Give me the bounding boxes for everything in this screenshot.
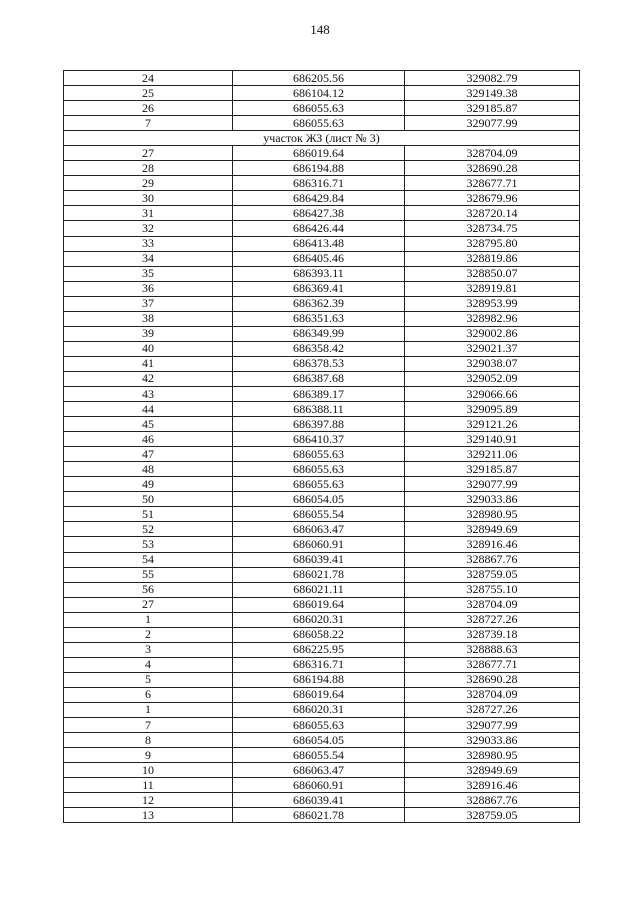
point-number-cell: 46 [64, 432, 233, 447]
x-coordinate-cell: 686405.46 [233, 251, 405, 266]
y-coordinate-cell: 328759.05 [405, 567, 580, 582]
y-coordinate-cell: 328949.69 [405, 763, 580, 778]
point-number-cell: 49 [64, 477, 233, 492]
x-coordinate-cell: 686429.84 [233, 191, 405, 206]
x-coordinate-cell: 686362.39 [233, 296, 405, 311]
x-coordinate-cell: 686316.71 [233, 176, 405, 191]
x-coordinate-cell: 686063.47 [233, 763, 405, 778]
y-coordinate-cell: 329077.99 [405, 477, 580, 492]
x-coordinate-cell: 686388.11 [233, 402, 405, 417]
point-number-cell: 8 [64, 733, 233, 748]
point-number-cell: 1 [64, 702, 233, 717]
y-coordinate-cell: 329077.99 [405, 116, 580, 131]
point-number-cell: 24 [64, 71, 233, 86]
y-coordinate-cell: 328982.96 [405, 311, 580, 326]
table-row [64, 627, 580, 642]
point-number-cell: 41 [64, 356, 233, 371]
point-number-cell: 33 [64, 236, 233, 251]
x-coordinate-cell: 686358.42 [233, 341, 405, 356]
point-number-cell: 42 [64, 371, 233, 386]
table-row [64, 386, 580, 401]
x-coordinate-cell: 686055.63 [233, 477, 405, 492]
table-row [64, 266, 580, 281]
point-number-cell: 6 [64, 687, 233, 702]
table-row [64, 672, 580, 687]
x-coordinate-cell: 686316.71 [233, 657, 405, 672]
y-coordinate-cell: 328720.14 [405, 206, 580, 221]
y-coordinate-cell: 328704.09 [405, 146, 580, 161]
x-coordinate-cell: 686387.68 [233, 371, 405, 386]
section-header-row [64, 131, 580, 146]
y-coordinate-cell: 328677.71 [405, 176, 580, 191]
y-coordinate-cell: 328727.26 [405, 702, 580, 717]
table-row [64, 176, 580, 191]
y-coordinate-cell: 328888.63 [405, 642, 580, 657]
point-number-cell: 3 [64, 642, 233, 657]
point-number-cell: 40 [64, 341, 233, 356]
point-number-cell: 7 [64, 116, 233, 131]
table-row [64, 251, 580, 266]
y-coordinate-cell: 329077.99 [405, 718, 580, 733]
point-number-cell: 30 [64, 191, 233, 206]
y-coordinate-cell: 328867.76 [405, 793, 580, 808]
x-coordinate-cell: 686058.22 [233, 627, 405, 642]
table-row [64, 567, 580, 582]
table-row [64, 191, 580, 206]
point-number-cell: 34 [64, 251, 233, 266]
table-row [64, 687, 580, 702]
point-number-cell: 36 [64, 281, 233, 296]
point-number-cell: 38 [64, 311, 233, 326]
table-row [64, 86, 580, 101]
table-row [64, 356, 580, 371]
table-row [64, 778, 580, 793]
point-number-cell: 5 [64, 672, 233, 687]
table-row [64, 552, 580, 567]
table-row [64, 371, 580, 386]
x-coordinate-cell: 686055.63 [233, 718, 405, 733]
point-number-cell: 11 [64, 778, 233, 793]
point-number-cell: 47 [64, 447, 233, 462]
table-row [64, 718, 580, 733]
x-coordinate-cell: 686055.63 [233, 462, 405, 477]
coordinates-table-body [64, 71, 580, 823]
y-coordinate-cell: 329185.87 [405, 462, 580, 477]
point-number-cell: 4 [64, 657, 233, 672]
point-number-cell: 39 [64, 326, 233, 341]
point-number-cell: 37 [64, 296, 233, 311]
table-row [64, 417, 580, 432]
point-number-cell: 2 [64, 627, 233, 642]
table-row [64, 326, 580, 341]
x-coordinate-cell: 686055.63 [233, 116, 405, 131]
x-coordinate-cell: 686021.11 [233, 582, 405, 597]
y-coordinate-cell: 328677.71 [405, 657, 580, 672]
y-coordinate-cell: 328850.07 [405, 266, 580, 281]
table-row [64, 522, 580, 537]
y-coordinate-cell: 328980.95 [405, 748, 580, 763]
table-row [64, 507, 580, 522]
x-coordinate-cell: 686397.88 [233, 417, 405, 432]
page-number: 148 [310, 22, 330, 37]
point-number-cell: 26 [64, 101, 233, 116]
x-coordinate-cell: 686351.63 [233, 311, 405, 326]
x-coordinate-cell: 686413.48 [233, 236, 405, 251]
table-row [64, 311, 580, 326]
point-number-cell: 50 [64, 492, 233, 507]
point-number-cell: 28 [64, 161, 233, 176]
x-coordinate-cell: 686019.64 [233, 597, 405, 612]
y-coordinate-cell: 329121.26 [405, 417, 580, 432]
point-number-cell: 10 [64, 763, 233, 778]
table-row [64, 432, 580, 447]
table-row [64, 612, 580, 627]
y-coordinate-cell: 329211.06 [405, 447, 580, 462]
point-number-cell: 27 [64, 597, 233, 612]
x-coordinate-cell: 686020.31 [233, 702, 405, 717]
point-number-cell: 53 [64, 537, 233, 552]
x-coordinate-cell: 686054.05 [233, 733, 405, 748]
x-coordinate-cell: 686055.63 [233, 101, 405, 116]
y-coordinate-cell: 328953.99 [405, 296, 580, 311]
table-row [64, 733, 580, 748]
x-coordinate-cell: 686393.11 [233, 266, 405, 281]
table-row [64, 657, 580, 672]
table-row [64, 763, 580, 778]
table-row [64, 296, 580, 311]
y-coordinate-cell: 329140.91 [405, 432, 580, 447]
point-number-cell: 12 [64, 793, 233, 808]
y-coordinate-cell: 328867.76 [405, 552, 580, 567]
point-number-cell: 51 [64, 507, 233, 522]
table-row [64, 808, 580, 823]
y-coordinate-cell: 328795.80 [405, 236, 580, 251]
y-coordinate-cell: 329052.09 [405, 371, 580, 386]
x-coordinate-cell: 686055.54 [233, 748, 405, 763]
x-coordinate-cell: 686060.91 [233, 778, 405, 793]
x-coordinate-cell: 686369.41 [233, 281, 405, 296]
table-row [64, 702, 580, 717]
y-coordinate-cell: 328819.86 [405, 251, 580, 266]
x-coordinate-cell: 686019.64 [233, 687, 405, 702]
y-coordinate-cell: 328980.95 [405, 507, 580, 522]
table-row [64, 582, 580, 597]
y-coordinate-cell: 329033.86 [405, 492, 580, 507]
y-coordinate-cell: 328734.75 [405, 221, 580, 236]
coordinates-table [63, 70, 580, 823]
point-number-cell: 9 [64, 748, 233, 763]
x-coordinate-cell: 686410.37 [233, 432, 405, 447]
x-coordinate-cell: 686205.56 [233, 71, 405, 86]
y-coordinate-cell: 328704.09 [405, 687, 580, 702]
x-coordinate-cell: 686055.54 [233, 507, 405, 522]
table-row [64, 341, 580, 356]
y-coordinate-cell: 328919.81 [405, 281, 580, 296]
x-coordinate-cell: 686054.05 [233, 492, 405, 507]
table-row [64, 492, 580, 507]
point-number-cell: 45 [64, 417, 233, 432]
x-coordinate-cell: 686021.78 [233, 808, 405, 823]
y-coordinate-cell: 329149.38 [405, 86, 580, 101]
y-coordinate-cell: 328916.46 [405, 778, 580, 793]
point-number-cell: 1 [64, 612, 233, 627]
x-coordinate-cell: 686194.88 [233, 672, 405, 687]
y-coordinate-cell: 329095.89 [405, 402, 580, 417]
y-coordinate-cell: 329066.66 [405, 386, 580, 401]
x-coordinate-cell: 686104.12 [233, 86, 405, 101]
y-coordinate-cell: 328755.10 [405, 582, 580, 597]
point-number-cell: 32 [64, 221, 233, 236]
table-row [64, 462, 580, 477]
y-coordinate-cell: 329033.86 [405, 733, 580, 748]
y-coordinate-cell: 328727.26 [405, 612, 580, 627]
x-coordinate-cell: 686427.38 [233, 206, 405, 221]
y-coordinate-cell: 328916.46 [405, 537, 580, 552]
point-number-cell: 56 [64, 582, 233, 597]
x-coordinate-cell: 686063.47 [233, 522, 405, 537]
point-number-cell: 52 [64, 522, 233, 537]
x-coordinate-cell: 686019.64 [233, 146, 405, 161]
table-row [64, 101, 580, 116]
point-number-cell: 13 [64, 808, 233, 823]
x-coordinate-cell: 686225.95 [233, 642, 405, 657]
table-row [64, 402, 580, 417]
x-coordinate-cell: 686055.63 [233, 447, 405, 462]
y-coordinate-cell: 328739.18 [405, 627, 580, 642]
table-row [64, 161, 580, 176]
table-row [64, 748, 580, 763]
x-coordinate-cell: 686194.88 [233, 161, 405, 176]
y-coordinate-cell: 328690.28 [405, 161, 580, 176]
y-coordinate-cell: 329021.37 [405, 341, 580, 356]
table-row [64, 146, 580, 161]
x-coordinate-cell: 686349.99 [233, 326, 405, 341]
point-number-cell: 55 [64, 567, 233, 582]
y-coordinate-cell: 328759.05 [405, 808, 580, 823]
x-coordinate-cell: 686378.53 [233, 356, 405, 371]
x-coordinate-cell: 686020.31 [233, 612, 405, 627]
y-coordinate-cell: 329082.79 [405, 71, 580, 86]
point-number-cell: 43 [64, 386, 233, 401]
table-row [64, 71, 580, 86]
point-number-cell: 35 [64, 266, 233, 281]
x-coordinate-cell: 686426.44 [233, 221, 405, 236]
x-coordinate-cell: 686021.78 [233, 567, 405, 582]
table-row [64, 447, 580, 462]
y-coordinate-cell: 329185.87 [405, 101, 580, 116]
point-number-cell: 48 [64, 462, 233, 477]
x-coordinate-cell: 686060.91 [233, 537, 405, 552]
point-number-cell: 25 [64, 86, 233, 101]
x-coordinate-cell: 686389.17 [233, 386, 405, 401]
table-row [64, 477, 580, 492]
y-coordinate-cell: 329038.07 [405, 356, 580, 371]
table-row [64, 221, 580, 236]
point-number-cell: 27 [64, 146, 233, 161]
table-row [64, 597, 580, 612]
table-row [64, 793, 580, 808]
y-coordinate-cell: 328679.96 [405, 191, 580, 206]
point-number-cell: 31 [64, 206, 233, 221]
table-row [64, 642, 580, 657]
table-row [64, 206, 580, 221]
y-coordinate-cell: 329002.86 [405, 326, 580, 341]
table-row [64, 537, 580, 552]
x-coordinate-cell: 686039.41 [233, 793, 405, 808]
point-number-cell: 29 [64, 176, 233, 191]
table-row [64, 116, 580, 131]
table-row [64, 236, 580, 251]
table-row [64, 281, 580, 296]
y-coordinate-cell: 328690.28 [405, 672, 580, 687]
x-coordinate-cell: 686039.41 [233, 552, 405, 567]
y-coordinate-cell: 328704.09 [405, 597, 580, 612]
point-number-cell: 44 [64, 402, 233, 417]
point-number-cell: 54 [64, 552, 233, 567]
y-coordinate-cell: 328949.69 [405, 522, 580, 537]
section-title: участок ЖЗ (лист № 3) [64, 131, 580, 146]
point-number-cell: 7 [64, 718, 233, 733]
